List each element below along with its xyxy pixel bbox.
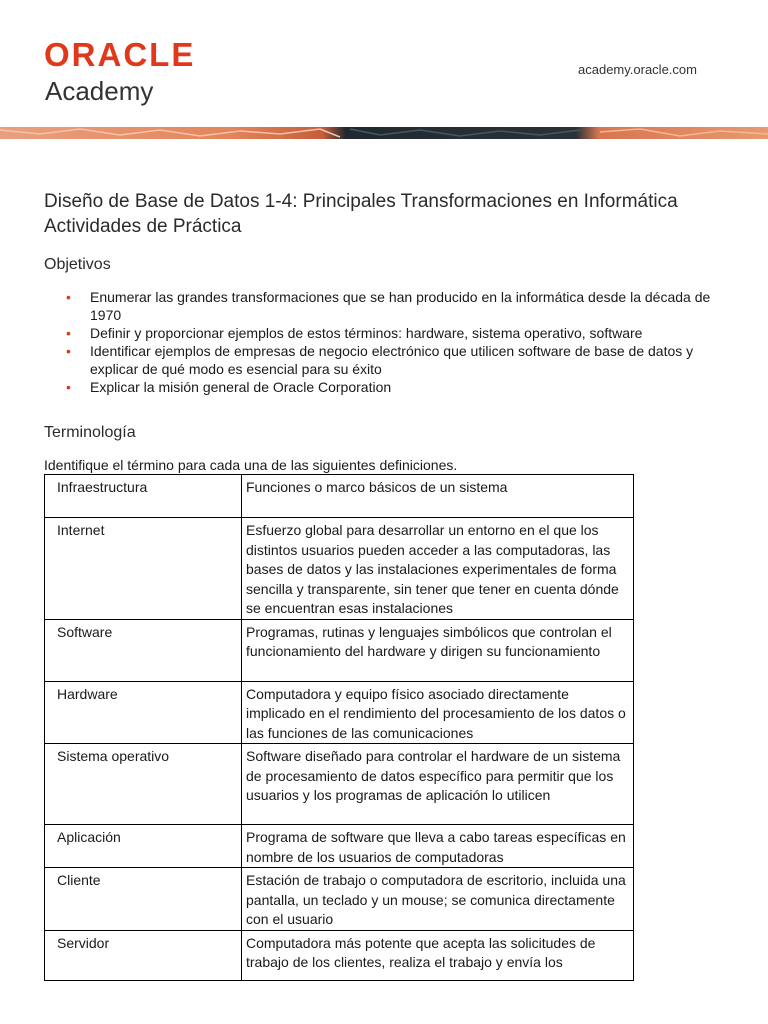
terminology-intro: Identifique el término para cada una de las siguientes definiciones.	[44, 457, 458, 473]
page-title	[44, 189, 744, 239]
objectives-list	[44, 288, 724, 396]
terminology-heading: Terminología	[44, 424, 136, 441]
term-cell: Software	[45, 619, 242, 681]
objectives-heading: Objetivos	[44, 256, 111, 273]
bullet-icon: •	[66, 379, 71, 395]
table-row	[45, 475, 634, 518]
site-url: academy.oracle.com	[578, 62, 697, 77]
definition-cell: Programa de software que lleva a cabo tareas específicas en nombre de los usuarios de computadoras	[242, 825, 634, 868]
table-row	[45, 868, 634, 931]
term-cell: Cliente	[45, 868, 242, 931]
decorative-banner	[0, 127, 768, 139]
table-row	[45, 518, 634, 620]
definition-cell: Computadora y equipo físico asociado directamente implicado en el rendimiento del procesamiento de los datos o las funciones de las comunicaciones	[242, 681, 634, 744]
table-row	[45, 825, 634, 868]
term-cell: Internet	[45, 518, 242, 620]
academy-logo-text: Academy	[45, 76, 154, 106]
bullet-icon: •	[66, 325, 71, 341]
bullet-icon: •	[66, 289, 71, 305]
term-cell: Servidor	[45, 930, 242, 980]
term-cell: Infraestructura	[45, 475, 242, 518]
table-row	[45, 930, 634, 980]
list-item: • Enumerar las grandes transformaciones que se han producido en la informática desde la década de 1970	[66, 289, 711, 323]
term-cell: Hardware	[45, 681, 242, 744]
terminology-table	[44, 474, 634, 981]
oracle-logo: ORACLE	[44, 36, 196, 73]
term-cell: Sistema operativo	[45, 744, 242, 825]
definition-cell: Programas, rutinas y lenguajes simbólicos que controlan el funcionamiento del hardware y dirigen su funcionamiento	[242, 619, 634, 681]
definition-cell: Software diseñado para controlar el hardware de un sistema de procesamiento de datos específico para permitir que los usuarios y los programas de aplicación lo utilicen	[242, 744, 634, 825]
page-header	[0, 0, 768, 140]
title-line-1: Diseño de Base de Datos 1-4: Principales Transformaciones en Informática	[44, 191, 678, 212]
term-cell: Aplicación	[45, 825, 242, 868]
definition-cell: Estación de trabajo o computadora de escritorio, incluida una pantalla, un teclado y un mouse; se comunica directamente con el usuario	[242, 868, 634, 931]
list-item: • Identificar ejemplos de empresas de negocio electrónico que utilicen software de base de datos y explicar de qué modo es esencial para su éxito	[66, 343, 694, 377]
definition-cell: Esfuerzo global para desarrollar un entorno en el que los distintos usuarios pueden acceder a las computadoras, las bases de datos y las instalaciones experimentales de forma sencilla y transparente, sin tener que tener en cuenta dónde se encuentran esas instalaciones	[242, 518, 634, 620]
title-line-2: Actividades de Práctica	[44, 216, 242, 237]
list-item: • Explicar la misión general de Oracle Corporation	[66, 379, 392, 395]
definition-cell: Computadora más potente que acepta las solicitudes de trabajo de los clientes, realiza el trabajo y envía los	[242, 930, 634, 980]
definition-cell: Funciones o marco básicos de un sistema	[242, 475, 634, 518]
table-row	[45, 681, 634, 744]
list-item: • Definir y proporcionar ejemplos de estos términos: hardware, sistema operativo, software	[66, 325, 643, 341]
bullet-icon: •	[66, 343, 71, 359]
table-row	[45, 619, 634, 681]
table-row	[45, 744, 634, 825]
